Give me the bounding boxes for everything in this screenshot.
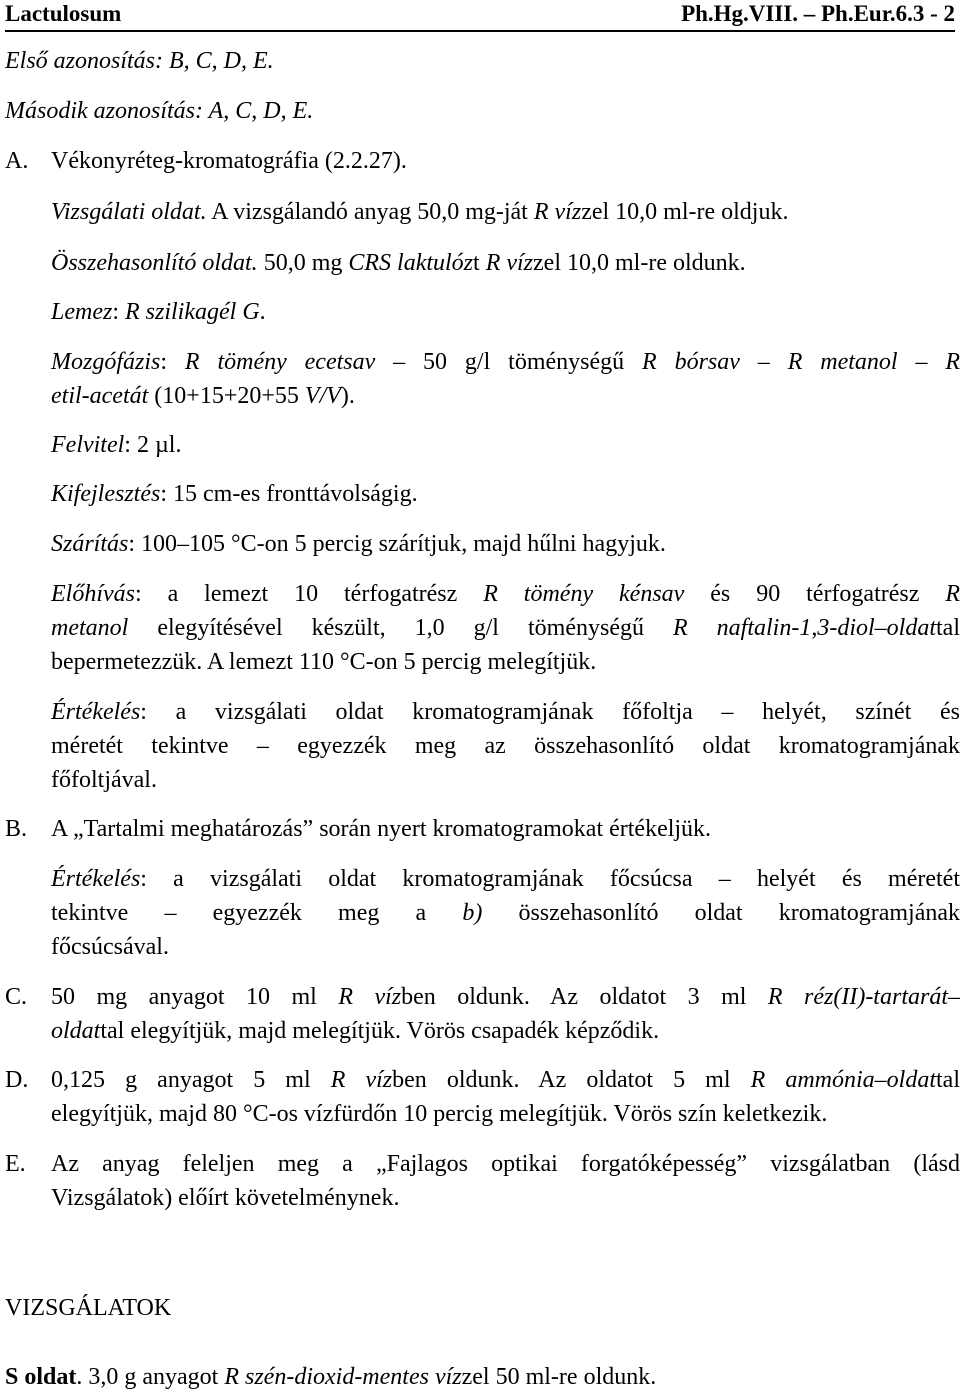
test-c-line-1: 50 mg anyagot 10 ml R vízben oldunk. Az oldatot 3 ml R réz(II)-tartarát– bbox=[51, 984, 960, 1010]
second-identification: Második azonosítás: A, C, D, E. bbox=[5, 98, 314, 124]
test-b-label: B. bbox=[5, 816, 28, 842]
test-d-line-2: elegyítjük, majd 80 °C-os vízfürdőn 10 percig melegítjük. Vörös szín keletkezik. bbox=[51, 1101, 828, 1127]
evaluation-a-line-1: Értékelés: a vizsgálati oldat kromatogramjának főfoltja – helyét, színét és bbox=[51, 699, 960, 725]
development-line: Kifejlesztés: 15 cm-es fronttávolságig. bbox=[51, 481, 418, 507]
evaluation-a-line-3: főfoltjával. bbox=[51, 767, 157, 793]
test-a-title: Vékonyréteg-kromatográfia (2.2.27). bbox=[51, 148, 407, 174]
evaluation-b-line-3: főcsúcsával. bbox=[51, 934, 169, 960]
monograph-title: Lactulosum bbox=[5, 1, 122, 26]
test-c-label: C. bbox=[5, 984, 28, 1010]
test-b-text: A „Tartalmi meghatározás” során nyert kromatogramokat értékeljük. bbox=[51, 816, 712, 842]
test-a-label: A. bbox=[5, 148, 29, 174]
application-line: Felvitel: 2 µl. bbox=[51, 432, 182, 458]
mobile-phase-line-2: etil-acetát (10+15+20+55 V/V). bbox=[51, 383, 355, 409]
mobile-phase-line-1: Mozgófázis: R tömény ecetsav – 50 g/l töménységű R bórsav – R metanol – R bbox=[51, 349, 960, 375]
test-e-label: E. bbox=[5, 1151, 26, 1177]
test-solution-line: Vizsgálati oldat. A vizsgálandó anyag 50,0 mg-ját R vízzel 10,0 ml-re oldjuk. bbox=[51, 199, 789, 225]
test-d-label: D. bbox=[5, 1067, 29, 1093]
solution-s-line: S oldat. 3,0 g anyagot R szén-dioxid-mentes vízzel 50 ml-re oldunk. bbox=[5, 1364, 657, 1390]
evaluation-b-line-2: tekintve – egyezzék meg a b) összehasonlító oldat kromatogramjának bbox=[51, 900, 960, 926]
drying-line: Szárítás: 100–105 °C-on 5 percig szárítjuk, majd hűlni hagyjuk. bbox=[51, 531, 666, 557]
detection-line-1: Előhívás: a lemezt 10 térfogatrész R tömény kénsav és 90 térfogatrész R bbox=[51, 581, 960, 607]
test-e-line-1: Az anyag feleljen meg a „Fajlagos optikai forgatóképesség” vizsgálatban (lásd bbox=[51, 1151, 960, 1177]
evaluation-b-line-1: Értékelés: a vizsgálati oldat kromatogramjának főcsúcsa – helyét és méretét bbox=[51, 866, 960, 892]
evaluation-a-line-2: méretét tekintve – egyezzék meg az összehasonlító oldat kromatogramjának bbox=[51, 733, 960, 759]
first-identification: Első azonosítás: B, C, D, E. bbox=[5, 48, 274, 74]
test-e-line-2: Vizsgálatok) előírt követelménynek. bbox=[51, 1185, 400, 1211]
reference-solution-line: Összehasonlító oldat. 50,0 mg CRS laktulózt R vízzel 10,0 ml-re oldunk. bbox=[51, 250, 746, 276]
plate-line: Lemez: R szilikagél G. bbox=[51, 299, 266, 325]
tests-section-heading: VIZSGÁLATOK bbox=[5, 1295, 172, 1321]
test-c-line-2: oldattal elegyítjük, majd melegítjük. Vörös csapadék képződik. bbox=[51, 1018, 660, 1044]
detection-line-2: metanol elegyítésével készült, 1,0 g/l töménységű R naftalin-1,3-diol–oldattal bbox=[51, 615, 960, 641]
page-header bbox=[5, 0, 955, 32]
pharmacopoeia-reference: Ph.Hg.VIII. – Ph.Eur.6.3 - 2 bbox=[681, 1, 955, 26]
detection-line-3: bepermetezzük. A lemezt 110 °C-on 5 percig melegítjük. bbox=[51, 649, 597, 675]
test-d-line-1: 0,125 g anyagot 5 ml R vízben oldunk. Az oldatot 5 ml R ammónia–oldattal bbox=[51, 1067, 960, 1093]
